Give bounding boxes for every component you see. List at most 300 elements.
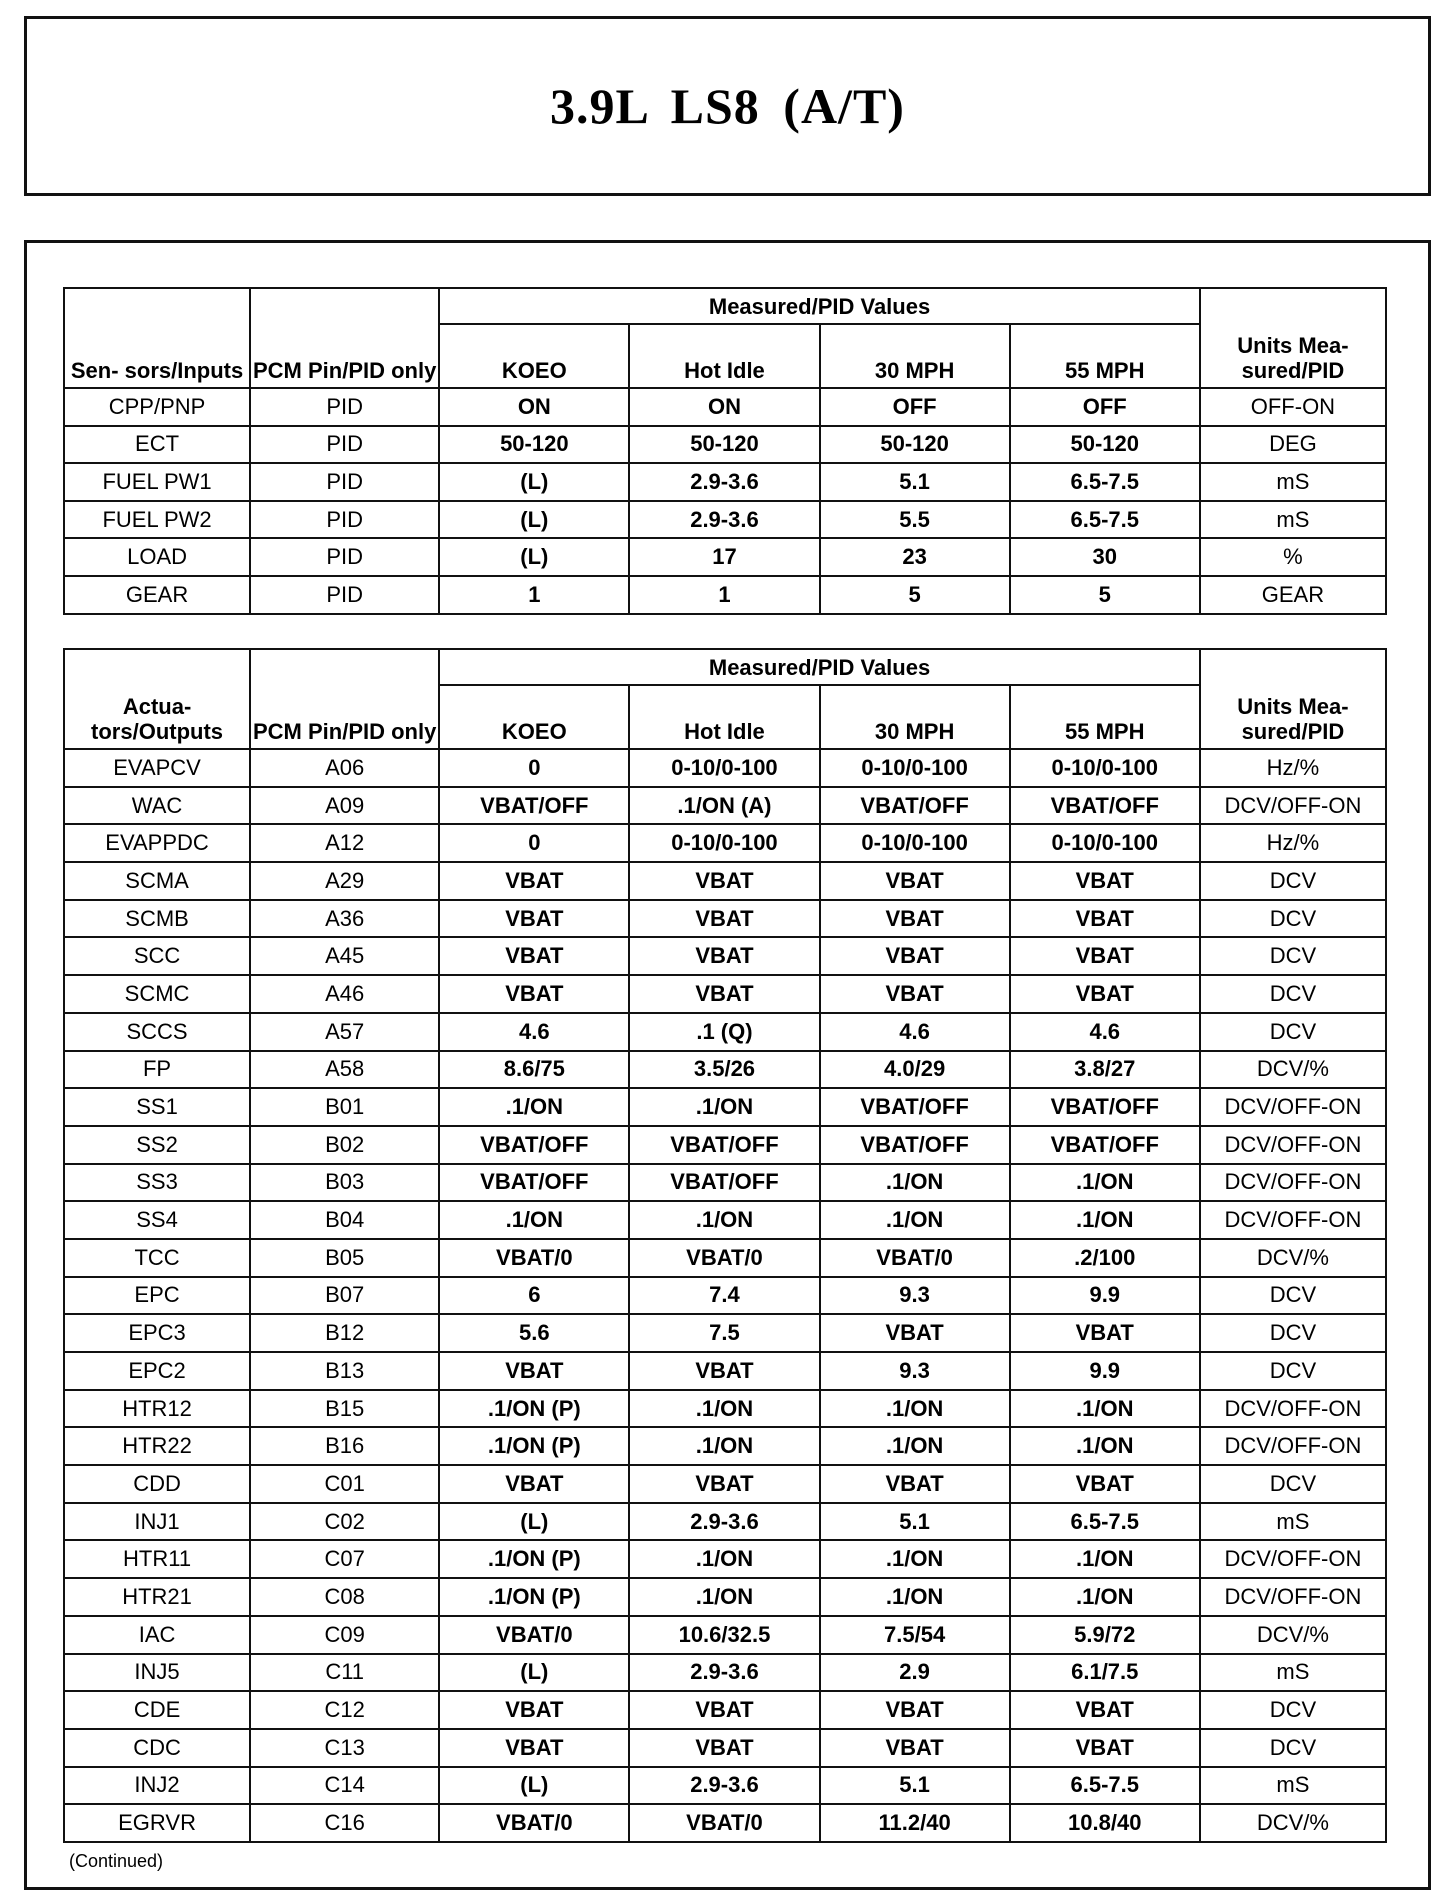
table-row (64, 937, 1386, 975)
koeo-cell: .1/ON (P) (439, 1390, 629, 1428)
koeo-cell: VBAT/0 (439, 1616, 629, 1654)
header-units: Units Mea- sured/PID (1200, 649, 1386, 749)
title-box (24, 16, 1431, 196)
units-cell: DCV/OFF-ON (1200, 1540, 1386, 1578)
table-row (64, 1390, 1386, 1428)
55mph-cell: 3.8/27 (1010, 1051, 1200, 1089)
units-cell: DCV (1200, 1352, 1386, 1390)
units-cell: DCV/OFF-ON (1200, 1164, 1386, 1202)
header-sensors-inputs: Sen- sors/Inputs (64, 288, 250, 388)
units-cell: DCV (1200, 900, 1386, 938)
units-cell: DCV/OFF-ON (1200, 1390, 1386, 1428)
name-cell: SCCS (64, 1013, 250, 1051)
koeo-cell: 50-120 (439, 426, 629, 464)
table-row (64, 1277, 1386, 1315)
koeo-cell: VBAT (439, 937, 629, 975)
pin-cell: A46 (250, 975, 439, 1013)
hot-idle-cell: .1/ON (629, 1201, 819, 1239)
name-cell: INJ5 (64, 1654, 250, 1692)
table-row (64, 1767, 1386, 1805)
30mph-cell: 11.2/40 (820, 1804, 1010, 1842)
koeo-cell: (L) (439, 538, 629, 576)
koeo-cell: VBAT/0 (439, 1804, 629, 1842)
header-30mph: 30 MPH (820, 685, 1010, 749)
table-row (64, 1540, 1386, 1578)
name-cell: GEAR (64, 576, 250, 614)
pin-cell: A58 (250, 1051, 439, 1089)
30mph-cell: 4.0/29 (820, 1051, 1010, 1089)
name-cell: HTR22 (64, 1427, 250, 1465)
units-cell: Hz/% (1200, 824, 1386, 862)
koeo-cell: 5.6 (439, 1314, 629, 1352)
table-row (64, 975, 1386, 1013)
name-cell: IAC (64, 1616, 250, 1654)
30mph-cell: 4.6 (820, 1013, 1010, 1051)
koeo-cell: VBAT (439, 1691, 629, 1729)
30mph-cell: VBAT (820, 862, 1010, 900)
table-row (64, 1013, 1386, 1051)
hot-idle-cell: .1/ON (629, 1578, 819, 1616)
hot-idle-cell: VBAT (629, 900, 819, 938)
30mph-cell: OFF (820, 388, 1010, 426)
table-row (64, 1578, 1386, 1616)
header-koeo: KOEO (439, 324, 629, 388)
55mph-cell: 10.8/40 (1010, 1804, 1200, 1842)
table-row (64, 1126, 1386, 1164)
pin-cell: C12 (250, 1691, 439, 1729)
hot-idle-cell: 2.9-3.6 (629, 1503, 819, 1541)
55mph-cell: 6.1/7.5 (1010, 1654, 1200, 1692)
hot-idle-cell: VBAT (629, 975, 819, 1013)
55mph-cell: .1/ON (1010, 1540, 1200, 1578)
units-cell: DCV (1200, 1465, 1386, 1503)
pin-cell: C09 (250, 1616, 439, 1654)
pin-cell: A29 (250, 862, 439, 900)
units-cell: DCV (1200, 862, 1386, 900)
name-cell: SS1 (64, 1088, 250, 1126)
table-row (64, 576, 1386, 614)
55mph-cell: .1/ON (1010, 1390, 1200, 1428)
30mph-cell: 0-10/0-100 (820, 824, 1010, 862)
header-actuators-outputs: Actua- tors/Outputs (64, 649, 250, 749)
hot-idle-cell: 7.4 (629, 1277, 819, 1315)
table-row (64, 388, 1386, 426)
table-row (64, 749, 1386, 787)
main-box (24, 240, 1431, 1890)
units-cell: DEG (1200, 426, 1386, 464)
hot-idle-cell: VBAT (629, 1691, 819, 1729)
30mph-cell: VBAT (820, 1729, 1010, 1767)
header-measured-values: Measured/PID Values (439, 649, 1200, 685)
30mph-cell: VBAT (820, 1465, 1010, 1503)
koeo-cell: (L) (439, 463, 629, 501)
units-cell: GEAR (1200, 576, 1386, 614)
units-cell: DCV (1200, 1013, 1386, 1051)
units-cell: DCV (1200, 1314, 1386, 1352)
name-cell: HTR12 (64, 1390, 250, 1428)
30mph-cell: VBAT (820, 975, 1010, 1013)
koeo-cell: .1/ON (P) (439, 1578, 629, 1616)
table-row (64, 1465, 1386, 1503)
units-cell: DCV (1200, 1691, 1386, 1729)
koeo-cell: .1/ON (P) (439, 1427, 629, 1465)
table-row (64, 1616, 1386, 1654)
koeo-cell: (L) (439, 1767, 629, 1805)
units-cell: DCV (1200, 1277, 1386, 1315)
koeo-cell: VBAT/0 (439, 1239, 629, 1277)
units-cell: mS (1200, 1654, 1386, 1692)
55mph-cell: 0-10/0-100 (1010, 749, 1200, 787)
hot-idle-cell: 7.5 (629, 1314, 819, 1352)
name-cell: TCC (64, 1239, 250, 1277)
koeo-cell: (L) (439, 501, 629, 539)
55mph-cell: VBAT (1010, 1729, 1200, 1767)
actuators-table (63, 648, 1387, 1843)
pin-cell: B05 (250, 1239, 439, 1277)
table-row (64, 1804, 1386, 1842)
55mph-cell: VBAT/OFF (1010, 1126, 1200, 1164)
pin-cell: C08 (250, 1578, 439, 1616)
koeo-cell: VBAT (439, 900, 629, 938)
units-cell: DCV (1200, 975, 1386, 1013)
table-row (64, 1654, 1386, 1692)
pin-cell: A09 (250, 787, 439, 825)
units-cell: DCV/% (1200, 1239, 1386, 1277)
pin-cell: PID (250, 426, 439, 464)
pin-cell: C02 (250, 1503, 439, 1541)
30mph-cell: VBAT (820, 1314, 1010, 1352)
pin-cell: C13 (250, 1729, 439, 1767)
header-pcm-pin: PCM Pin/PID only (250, 649, 439, 749)
units-cell: mS (1200, 1767, 1386, 1805)
pin-cell: B01 (250, 1088, 439, 1126)
name-cell: EVAPPDC (64, 824, 250, 862)
hot-idle-cell: VBAT/0 (629, 1804, 819, 1842)
table-row (64, 1503, 1386, 1541)
hot-idle-cell: 2.9-3.6 (629, 1767, 819, 1805)
pin-cell: B13 (250, 1352, 439, 1390)
name-cell: CDC (64, 1729, 250, 1767)
55mph-cell: .1/ON (1010, 1201, 1200, 1239)
table-row (64, 900, 1386, 938)
55mph-cell: 4.6 (1010, 1013, 1200, 1051)
30mph-cell: 5.1 (820, 1503, 1010, 1541)
hot-idle-cell: 2.9-3.6 (629, 1654, 819, 1692)
55mph-cell: VBAT (1010, 975, 1200, 1013)
55mph-cell: 6.5-7.5 (1010, 501, 1200, 539)
koeo-cell: VBAT (439, 1729, 629, 1767)
pin-cell: B15 (250, 1390, 439, 1428)
30mph-cell: .1/ON (820, 1540, 1010, 1578)
units-cell: DCV/% (1200, 1804, 1386, 1842)
30mph-cell: VBAT (820, 900, 1010, 938)
pin-cell: B07 (250, 1277, 439, 1315)
koeo-cell: .1/ON (439, 1201, 629, 1239)
units-cell: DCV/OFF-ON (1200, 1201, 1386, 1239)
pin-cell: C16 (250, 1804, 439, 1842)
30mph-cell: VBAT (820, 937, 1010, 975)
table-row (64, 1239, 1386, 1277)
55mph-cell: OFF (1010, 388, 1200, 426)
pin-cell: PID (250, 538, 439, 576)
30mph-cell: 9.3 (820, 1277, 1010, 1315)
55mph-cell: VBAT (1010, 937, 1200, 975)
30mph-cell: 9.3 (820, 1352, 1010, 1390)
units-cell: DCV (1200, 1729, 1386, 1767)
pin-cell: B04 (250, 1201, 439, 1239)
30mph-cell: .1/ON (820, 1390, 1010, 1428)
30mph-cell: 5.1 (820, 1767, 1010, 1805)
55mph-cell: VBAT (1010, 1465, 1200, 1503)
pin-cell: A45 (250, 937, 439, 975)
55mph-cell: 0-10/0-100 (1010, 824, 1200, 862)
pin-cell: B02 (250, 1126, 439, 1164)
pin-cell: A12 (250, 824, 439, 862)
koeo-cell: 8.6/75 (439, 1051, 629, 1089)
header-55mph: 55 MPH (1010, 685, 1200, 749)
55mph-cell: .1/ON (1010, 1427, 1200, 1465)
continued-note: (Continued) (69, 1851, 164, 1871)
hot-idle-cell: .1/ON (629, 1390, 819, 1428)
koeo-cell: (L) (439, 1654, 629, 1692)
koeo-cell: VBAT/OFF (439, 787, 629, 825)
pin-cell: B16 (250, 1427, 439, 1465)
hot-idle-cell: 1 (629, 576, 819, 614)
name-cell: HTR11 (64, 1540, 250, 1578)
units-cell: mS (1200, 463, 1386, 501)
hot-idle-cell: VBAT (629, 1729, 819, 1767)
header-55mph: 55 MPH (1010, 324, 1200, 388)
55mph-cell: 6.5-7.5 (1010, 1767, 1200, 1805)
name-cell: WAC (64, 787, 250, 825)
hot-idle-cell: .1/ON (629, 1540, 819, 1578)
pin-cell: PID (250, 463, 439, 501)
name-cell: SS2 (64, 1126, 250, 1164)
table-row (64, 501, 1386, 539)
hot-idle-cell: 0-10/0-100 (629, 824, 819, 862)
30mph-cell: .1/ON (820, 1201, 1010, 1239)
koeo-cell: .1/ON (P) (439, 1540, 629, 1578)
pin-cell: PID (250, 501, 439, 539)
55mph-cell: 6.5-7.5 (1010, 463, 1200, 501)
55mph-cell: VBAT (1010, 1691, 1200, 1729)
pin-cell: C07 (250, 1540, 439, 1578)
55mph-cell: 6.5-7.5 (1010, 1503, 1200, 1541)
units-cell: DCV/% (1200, 1616, 1386, 1654)
pin-cell: B03 (250, 1164, 439, 1202)
name-cell: INJ2 (64, 1767, 250, 1805)
name-cell: CDE (64, 1691, 250, 1729)
name-cell: SCMC (64, 975, 250, 1013)
table-row (64, 787, 1386, 825)
30mph-cell: 5.5 (820, 501, 1010, 539)
table-row (64, 1352, 1386, 1390)
55mph-cell: 9.9 (1010, 1277, 1200, 1315)
name-cell: SCMA (64, 862, 250, 900)
name-cell: SS4 (64, 1201, 250, 1239)
koeo-cell: 4.6 (439, 1013, 629, 1051)
koeo-cell: .1/ON (439, 1088, 629, 1126)
hot-idle-cell: 50-120 (629, 426, 819, 464)
hot-idle-cell: .1 (Q) (629, 1013, 819, 1051)
koeo-cell: VBAT (439, 862, 629, 900)
30mph-cell: VBAT/OFF (820, 787, 1010, 825)
koeo-cell: ON (439, 388, 629, 426)
table-row (64, 1691, 1386, 1729)
header-hot-idle: Hot Idle (629, 685, 819, 749)
sensors-table (63, 287, 1387, 615)
30mph-cell: 5.1 (820, 463, 1010, 501)
header-hot-idle: Hot Idle (629, 324, 819, 388)
koeo-cell: 1 (439, 576, 629, 614)
55mph-cell: 5.9/72 (1010, 1616, 1200, 1654)
koeo-cell: 0 (439, 824, 629, 862)
55mph-cell: .1/ON (1010, 1164, 1200, 1202)
name-cell: EPC2 (64, 1352, 250, 1390)
name-cell: FUEL PW2 (64, 501, 250, 539)
55mph-cell: 30 (1010, 538, 1200, 576)
units-cell: DCV/% (1200, 1051, 1386, 1089)
30mph-cell: .1/ON (820, 1578, 1010, 1616)
30mph-cell: VBAT (820, 1691, 1010, 1729)
55mph-cell: VBAT (1010, 862, 1200, 900)
55mph-cell: 5 (1010, 576, 1200, 614)
header-measured-values: Measured/PID Values (439, 288, 1200, 324)
koeo-cell: 0 (439, 749, 629, 787)
table-row (64, 538, 1386, 576)
55mph-cell: .1/ON (1010, 1578, 1200, 1616)
table-row (64, 1164, 1386, 1202)
hot-idle-cell: .1/ON (629, 1427, 819, 1465)
hot-idle-cell: VBAT/OFF (629, 1126, 819, 1164)
units-cell: DCV (1200, 937, 1386, 975)
pin-cell: A36 (250, 900, 439, 938)
koeo-cell: VBAT (439, 1465, 629, 1503)
pin-cell: C11 (250, 1654, 439, 1692)
header-koeo: KOEO (439, 685, 629, 749)
hot-idle-cell: 0-10/0-100 (629, 749, 819, 787)
55mph-cell: 9.9 (1010, 1352, 1200, 1390)
name-cell: INJ1 (64, 1503, 250, 1541)
hot-idle-cell: 2.9-3.6 (629, 463, 819, 501)
hot-idle-cell: VBAT (629, 862, 819, 900)
pin-cell: B12 (250, 1314, 439, 1352)
55mph-cell: VBAT/OFF (1010, 787, 1200, 825)
units-cell: OFF-ON (1200, 388, 1386, 426)
units-cell: % (1200, 538, 1386, 576)
header-units: Units Mea- sured/PID (1200, 288, 1386, 388)
koeo-cell: VBAT/OFF (439, 1164, 629, 1202)
table-row (64, 824, 1386, 862)
hot-idle-cell: .1/ON (A) (629, 787, 819, 825)
hot-idle-cell: 3.5/26 (629, 1051, 819, 1089)
pin-cell: PID (250, 576, 439, 614)
30mph-cell: VBAT/OFF (820, 1126, 1010, 1164)
name-cell: EPC3 (64, 1314, 250, 1352)
pin-cell: PID (250, 388, 439, 426)
name-cell: CPP/PNP (64, 388, 250, 426)
units-cell: Hz/% (1200, 749, 1386, 787)
name-cell: EGRVR (64, 1804, 250, 1842)
units-cell: DCV/OFF-ON (1200, 1427, 1386, 1465)
units-cell: mS (1200, 1503, 1386, 1541)
hot-idle-cell: 17 (629, 538, 819, 576)
units-cell: DCV/OFF-ON (1200, 1088, 1386, 1126)
koeo-cell: VBAT/OFF (439, 1126, 629, 1164)
units-cell: mS (1200, 501, 1386, 539)
30mph-cell: 0-10/0-100 (820, 749, 1010, 787)
koeo-cell: 6 (439, 1277, 629, 1315)
hot-idle-cell: 2.9-3.6 (629, 501, 819, 539)
koeo-cell: VBAT (439, 975, 629, 1013)
table-row (64, 1427, 1386, 1465)
name-cell: FP (64, 1051, 250, 1089)
30mph-cell: 7.5/54 (820, 1616, 1010, 1654)
koeo-cell: (L) (439, 1503, 629, 1541)
name-cell: CDD (64, 1465, 250, 1503)
hot-idle-cell: .1/ON (629, 1088, 819, 1126)
hot-idle-cell: ON (629, 388, 819, 426)
name-cell: HTR21 (64, 1578, 250, 1616)
pin-cell: C01 (250, 1465, 439, 1503)
hot-idle-cell: VBAT (629, 1465, 819, 1503)
table-row (64, 1729, 1386, 1767)
30mph-cell: 2.9 (820, 1654, 1010, 1692)
table-row (64, 862, 1386, 900)
pin-cell: A06 (250, 749, 439, 787)
hot-idle-cell: VBAT/OFF (629, 1164, 819, 1202)
30mph-cell: VBAT/0 (820, 1239, 1010, 1277)
hot-idle-cell: VBAT (629, 1352, 819, 1390)
header-30mph: 30 MPH (820, 324, 1010, 388)
hot-idle-cell: 10.6/32.5 (629, 1616, 819, 1654)
page-title: 3.9L LS8 (A/T) (550, 78, 905, 134)
table-row (64, 1314, 1386, 1352)
table-row (64, 426, 1386, 464)
30mph-cell: .1/ON (820, 1164, 1010, 1202)
name-cell: SCMB (64, 900, 250, 938)
55mph-cell: VBAT/OFF (1010, 1088, 1200, 1126)
pin-cell: C14 (250, 1767, 439, 1805)
hot-idle-cell: VBAT (629, 937, 819, 975)
koeo-cell: VBAT (439, 1352, 629, 1390)
name-cell: EVAPCV (64, 749, 250, 787)
30mph-cell: .1/ON (820, 1427, 1010, 1465)
units-cell: DCV/OFF-ON (1200, 787, 1386, 825)
55mph-cell: .2/100 (1010, 1239, 1200, 1277)
pin-cell: A57 (250, 1013, 439, 1051)
hot-idle-cell: VBAT/0 (629, 1239, 819, 1277)
55mph-cell: VBAT (1010, 900, 1200, 938)
table-row (64, 463, 1386, 501)
55mph-cell: VBAT (1010, 1314, 1200, 1352)
name-cell: SCC (64, 937, 250, 975)
units-cell: DCV/OFF-ON (1200, 1126, 1386, 1164)
header-pcm-pin: PCM Pin/PID only (250, 288, 439, 388)
units-cell: DCV/OFF-ON (1200, 1578, 1386, 1616)
name-cell: FUEL PW1 (64, 463, 250, 501)
table-row (64, 1088, 1386, 1126)
name-cell: LOAD (64, 538, 250, 576)
table-row (64, 1051, 1386, 1089)
30mph-cell: 23 (820, 538, 1010, 576)
name-cell: EPC (64, 1277, 250, 1315)
name-cell: ECT (64, 426, 250, 464)
55mph-cell: 50-120 (1010, 426, 1200, 464)
30mph-cell: VBAT/OFF (820, 1088, 1010, 1126)
table-row (64, 1201, 1386, 1239)
name-cell: SS3 (64, 1164, 250, 1202)
